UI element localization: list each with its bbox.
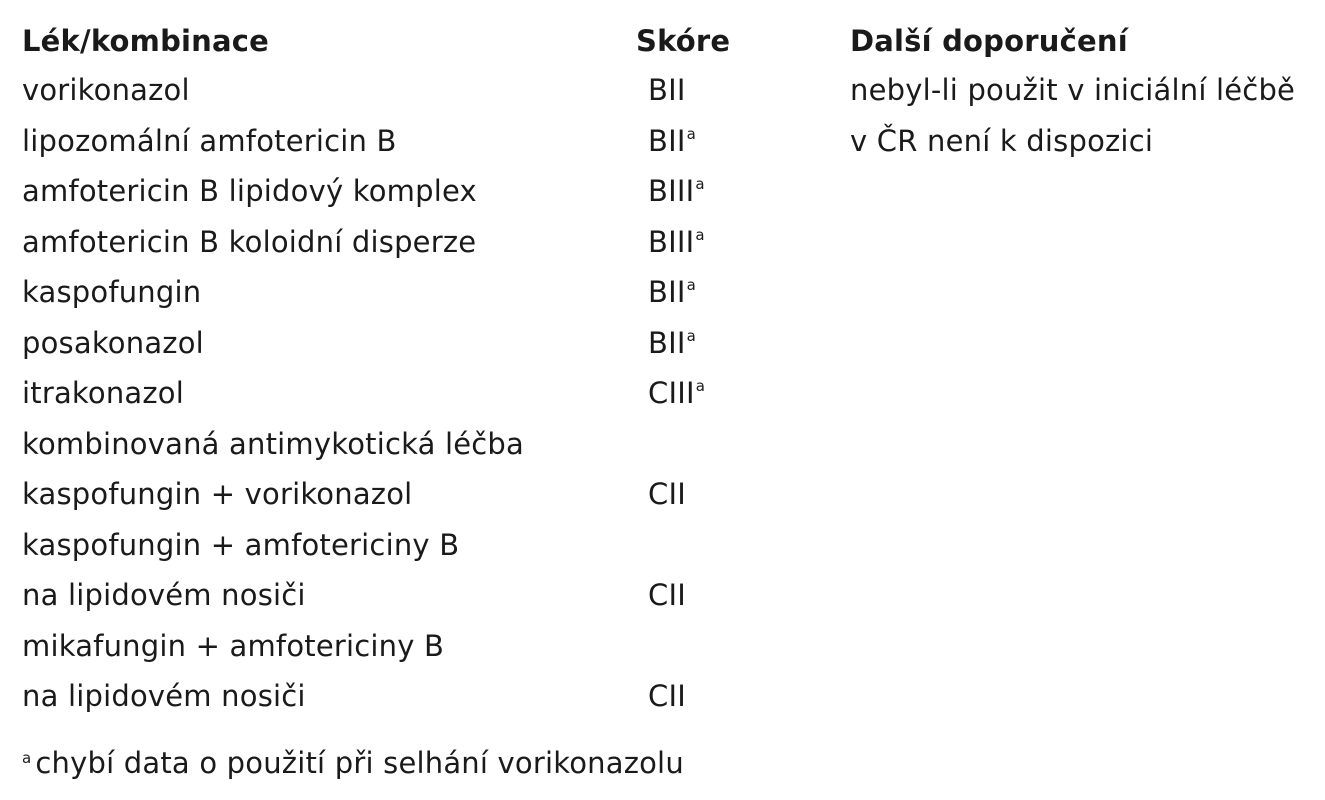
- score-footnote-marker: a: [686, 276, 697, 294]
- table-row-note: v ČR není k dispozici: [850, 124, 1154, 158]
- score-footnote-marker: a: [695, 377, 706, 395]
- score-value: BII: [648, 275, 686, 309]
- table-row-drug: kaspofungin + vorikonazol: [22, 477, 413, 511]
- table-row-score: [648, 174, 705, 213]
- score-value: CIII: [648, 376, 695, 410]
- table-row-drug: posakonazol: [22, 326, 204, 360]
- header-score: Skóre: [636, 24, 731, 58]
- score-footnote-marker: a: [695, 175, 705, 193]
- footnote: [22, 746, 684, 785]
- score-footnote-marker: a: [686, 125, 697, 143]
- score-footnote-marker: a: [686, 327, 697, 345]
- table-row-note: nebyl-li použit v iniciální léčbě: [850, 73, 1296, 107]
- header-drug: Lék/kombinace: [22, 24, 270, 58]
- table-row-drug: na lipidovém nosiči: [22, 679, 306, 713]
- table-row-score: [648, 679, 686, 713]
- score-value: BII: [648, 124, 686, 158]
- table-row-score: [648, 124, 696, 163]
- table-row-drug: kaspofungin: [22, 275, 202, 309]
- score-value: BIII: [648, 174, 695, 208]
- table-row-drug: vorikonazol: [22, 73, 190, 107]
- score-footnote-marker: a: [695, 226, 705, 244]
- table-row-score: [648, 73, 686, 107]
- table-row-drug: kombinovaná antimykotická léčba: [22, 427, 525, 461]
- score-value: BIII: [648, 225, 695, 259]
- table-row-drug: amfotericin B lipidový komplex: [22, 174, 477, 208]
- table-row-drug: na lipidovém nosiči: [22, 578, 306, 612]
- table-row-score: [648, 326, 696, 365]
- table-row-score: [648, 275, 696, 314]
- score-value: BII: [648, 326, 686, 360]
- footnote-marker: a: [22, 749, 32, 767]
- table-row-drug: lipozomální amfotericin B: [22, 124, 397, 158]
- table-row-score: [648, 477, 686, 511]
- score-value: CII: [648, 578, 686, 612]
- table-row-drug: mikafungin + amfotericiny B: [22, 629, 445, 663]
- score-value: BII: [648, 73, 686, 107]
- score-value: CII: [648, 679, 686, 713]
- table-row-score: [648, 225, 705, 264]
- table-row-drug: itrakonazol: [22, 376, 184, 410]
- footnote-text: chybí data o použití při selhání vorikonazolu: [35, 746, 684, 780]
- table-row-score: [648, 578, 686, 612]
- table-row-drug: kaspofungin + amfotericiny B: [22, 528, 460, 562]
- table-row-score: [648, 376, 705, 415]
- score-value: CII: [648, 477, 686, 511]
- table-row-drug: amfotericin B koloidní disperze: [22, 225, 477, 259]
- header-note: Další doporučení: [850, 24, 1128, 58]
